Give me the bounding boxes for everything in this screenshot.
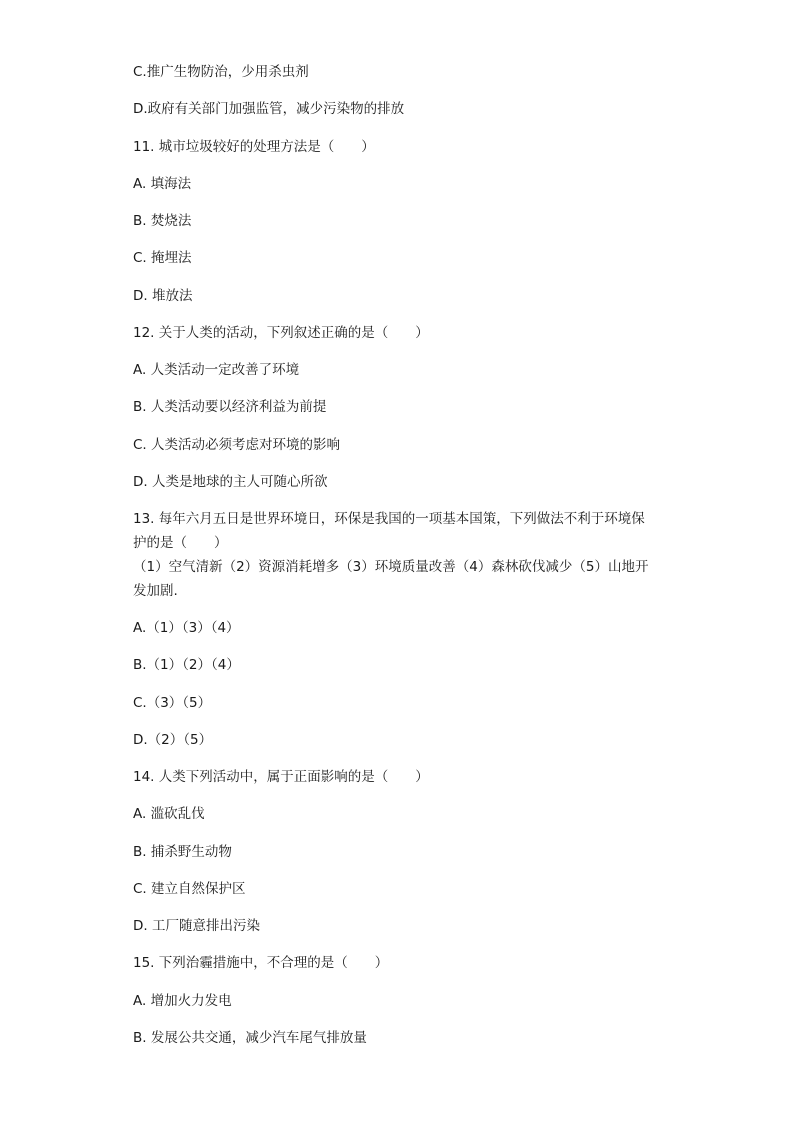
q11-option-c: C. 掩埋法 (133, 250, 192, 266)
q14-option-d: D. 工厂随意排出污染 (133, 918, 260, 934)
q12-option-c: C. 人类活动必须考虑对环境的影响 (133, 437, 341, 453)
q13-option-a: A.（1）（3）（4） (133, 620, 240, 636)
q14-option-a: A. 滥砍乱伐 (133, 806, 205, 822)
question-11: 11. 城市垃圾较好的处理方法是（ ） (133, 139, 375, 155)
q12-option-b: B. 人类活动要以经济利益为前提 (133, 399, 327, 415)
q15-option-b: B. 发展公共交通，减少汽车尾气排放量 (133, 1030, 367, 1046)
question-13-line-1: 13. 每年六月五日是世界环境日，环保是我国的一项基本国策，下列做法不利于环境保 (133, 511, 645, 527)
q15-option-a: A. 增加火力发电 (133, 993, 232, 1009)
q14-option-b: B. 捕杀野生动物 (133, 844, 232, 860)
question-12: 12. 关于人类的活动，下列叙述正确的是（ ） (133, 325, 429, 341)
q10-option-c: C.推广生物防治，少用杀虫剂 (133, 64, 309, 80)
q13-option-d: D.（2）（5） (133, 732, 213, 748)
question-13-line-3: （1）空气清新（2）资源消耗增多（3）环境质量改善（4）森林砍伐减少（5）山地开 (133, 559, 649, 575)
q12-option-a: A. 人类活动一定改善了环境 (133, 362, 300, 378)
q11-option-b: B. 焚烧法 (133, 213, 192, 229)
q10-option-d: D.政府有关部门加强监管，减少污染物的排放 (133, 101, 405, 117)
q13-option-b: B.（1）（2）（4） (133, 657, 240, 673)
q11-option-a: A. 填海法 (133, 176, 192, 192)
question-14: 14. 人类下列活动中，属于正面影响的是（ ） (133, 769, 429, 785)
q13-option-c: C.（3）（5） (133, 695, 212, 711)
question-15: 15. 下列治霾措施中，不合理的是（ ） (133, 955, 389, 971)
question-13-line-2: 护的是（ ） (133, 535, 228, 551)
q11-option-d: D. 堆放法 (133, 288, 193, 304)
question-13-line-4: 发加剧. (133, 583, 178, 599)
q12-option-d: D. 人类是地球的主人可随心所欲 (133, 474, 328, 490)
q14-option-c: C. 建立自然保护区 (133, 881, 246, 897)
